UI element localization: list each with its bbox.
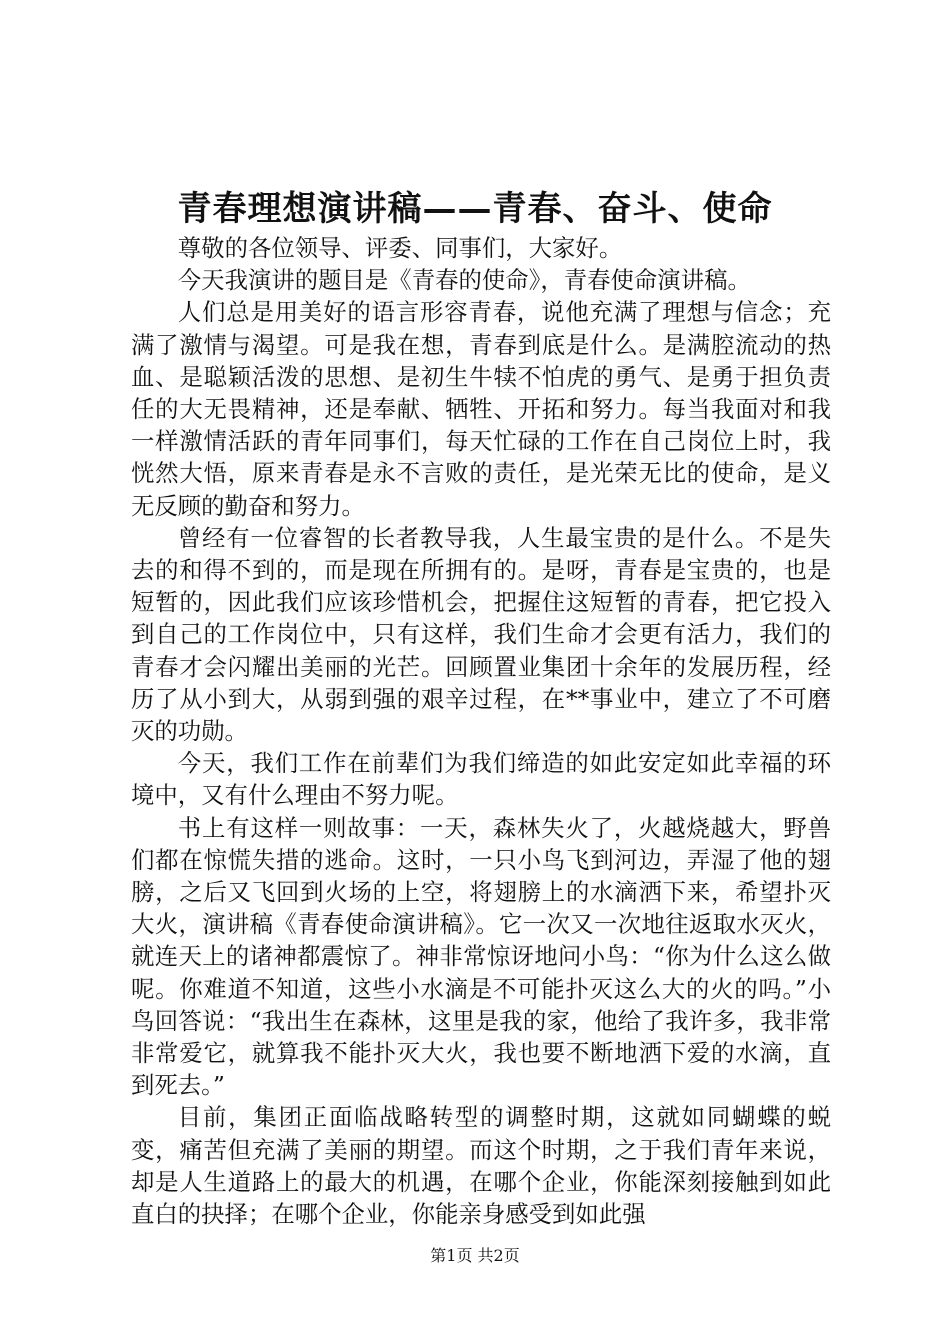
page-number-footer: 第1页 共2页	[430, 1246, 520, 1265]
paragraph-bird-story: 书上有这样一则故事：一天，森林失火了，火越烧越大，野兽们都在惊慌失措的逃命。这时，一只小鸟飞到河边，弄湿了他的翅膀，之后又飞回到火场的上空，将翅膀上的水滴洒下来，希望扑灭大火，演讲稿《青春使命演讲稿》。它一次又一次地往返取水灭火，就连天上的诸神都震惊了。神非常惊讶地问小鸟：“你为什么这么做呢。你难道不知道，这些小水滴是不可能扑灭这么大的火的吗。”小鸟回答说：“我出生在森林，这里是我的家，他给了我许多，我非常非常爱它，就算我不能扑灭大火，我也要不断地洒下爱的水滴，直到死去。”	[131, 813, 831, 1100]
paragraph-what-is-youth: 人们总是用美好的语言形容青春，说他充满了理想与信念；充满了激情与渴望。可是我在想，青春到底是什么。是满腔流动的热血、是聪颖活泼的思想、是初生牛犊不怕虎的勇气、是勇于担负责任的大无畏精神，还是奉献、牺牲、开拓和努力。每当我面对和我一样激情活跃的青年同事们，每天忙碌的工作在自己岗位上时，我恍然大悟，原来青春是永不言败的责任，是光荣无比的使命，是义无反顾的勤奋和努力。	[131, 298, 831, 520]
paragraph-elder-advice: 曾经有一位睿智的长者教导我，人生最宝贵的是什么。不是失去的和得不到的，而是现在所拥有的。是呀，青春是宝贵的，也是短暂的，因此我们应该珍惜机会，把握住这短暂的青春，把它投入到自己的工作岗位中，只有这样，我们生命才会更有活力，我们的青春才会闪耀出美丽的光芒。回顾置业集团十余年的发展历程，经历了从小到大，从弱到强的艰辛过程，在**事业中，建立了不可磨灭的功勋。	[131, 523, 831, 746]
paragraph-today: 今天，我们工作在前辈们为我们缔造的如此安定如此幸福的环境中，又有什么理由不努力呢。	[131, 749, 831, 810]
paragraph-greeting: 尊敬的各位领导、评委、同事们，大家好。	[177, 234, 623, 262]
document-title: 青春理想演讲稿——青春、奋斗、使命	[177, 189, 773, 229]
paragraph-transformation: 目前，集团正面临战略转型的调整时期，这就如同蝴蝶的蜕变，痛苦但充满了美丽的期望。而这个时期，之于我们青年来说，却是人生道路上的最大的机遇，在哪个企业，你能深刻接触到如此直白的抉择；在哪个企业，你能亲身感受到如此强	[131, 1103, 831, 1229]
paragraph-topic: 今天我演讲的题目是《青春的使命》，青春使命演讲稿。	[177, 266, 751, 295]
document-body	[131, 232, 831, 1230]
